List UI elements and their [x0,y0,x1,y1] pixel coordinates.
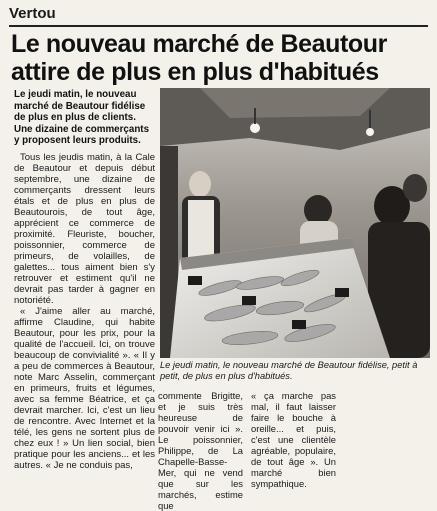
lead-paragraph: Le jeudi matin, le nouveau marché de Beautour fidélise de plus en plus de clients. Une dizaine de commerçants y proposent leurs produits. [14,89,150,146]
market-photo [160,88,430,358]
body-column-2 [158,390,243,511]
headline [11,30,431,86]
body-column-1 [14,152,155,471]
section-label: Vertou [9,5,56,22]
body-column-3 [251,390,336,489]
headline-line-2: attire de plus en plus d'habitués [11,58,379,86]
body-paragraph-3: commente Brigitte, et je suis très heureuse de pouvoir venir ici ». Le poissonnier, Philippe, de La Chapelle-Basse-Mer, qui ne vend que sur les marchés, estime que [158,390,243,511]
photo-caption: Le jeudi matin, le nouveau marché de Beautour fidélise, petit à petit, de plus en plus d'habitués. [160,360,418,381]
body-paragraph-2: « J'aime aller au marché, affirme Claudine, qui habite Beautour, pour les prix, pour la qualité de l'accueil. Ici, on trouve beaucoup de convivialité ». « Il y a peu de commerces à Beautour, note Marc Asselin, commerçant en primeurs, fruits et légumes, avec sa femme Béatrice, et ça devrait marcher. Ici, c'est un lieu de rencontre. Avec Internet et la télé, les gens ne sortent plus de chez eux ! » Un lien social, bien pratique pour les anciens... et les autres. « Je ne conduis pas, [14,306,155,471]
body-paragraph-4: « ça marche pas mal, il faut laisser faire le bouche à oreille... et puis, c'est une clientèle agréable, populaire, de tout âge ». Un marché bien sympathique. [251,390,336,489]
section-rule [9,25,428,27]
market-photo-image [160,88,430,358]
body-paragraph-1: Tous les jeudis matin, à la Cale de Beautour et depuis début septembre, une dizaine de commerçants dressent leurs étals et de plus en plus de Beautourois, de tout âge, apprécient ce commerce de proximité. Fleuriste, boucher, poissonnier, commerce de primeurs, de volailles, de galettes... tous aiment bien s'y retrouver et estiment qu'il ne devrait pas tarder à gagner en notoriété. [14,152,155,306]
headline-line-1: Le nouveau marché de Beautour [11,30,387,58]
